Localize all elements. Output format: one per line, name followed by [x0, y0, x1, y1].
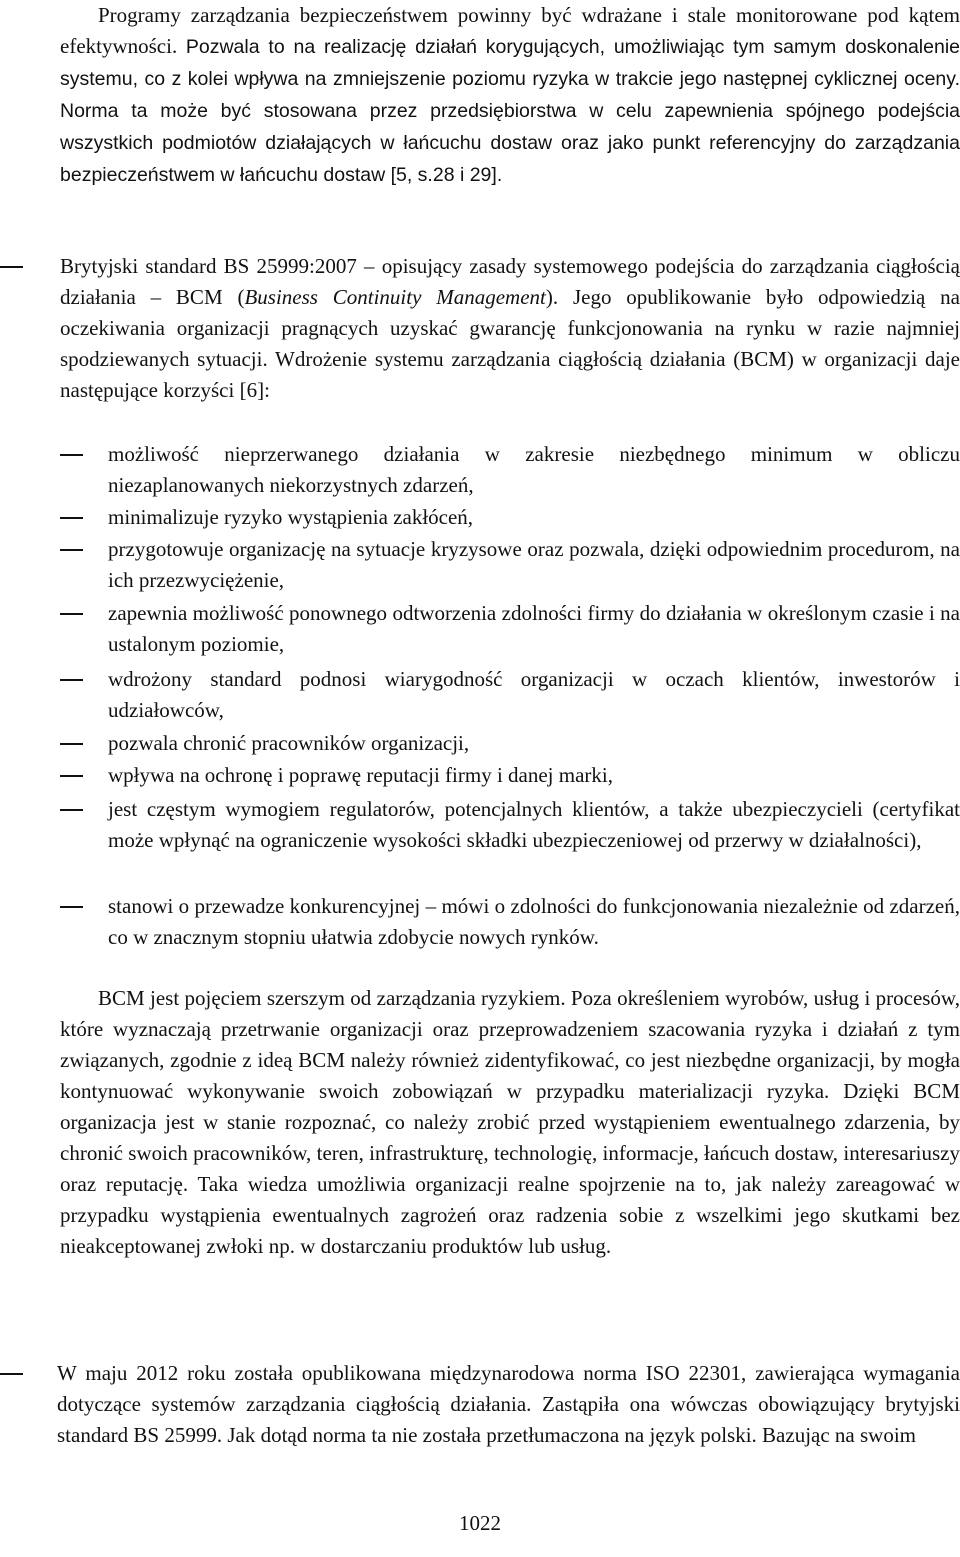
intro-paragraph — [60, 0, 960, 191]
intro-text-sans: Pozwala to na realizację działań korygujących, umożliwiając tym samym doskonalenie systemu, co z kolei wpływa na zmniejszenie poziomu ryzyka w trakcie jego następnej cyklicznej oceny. Norma ta może być stosowana przez przedsiębiorstwa w celu zapewnienia spójnego podejścia wszystkich podmiotów działających w łańcuchu dostaw oraz jako punkt referencyjny do zarządzania bezpieczeństwem w łańcuchu dostaw [5, s.28 i 29]. — [60, 36, 960, 186]
dash-bullet — [0, 1373, 23, 1375]
dash-bullet — [60, 454, 83, 456]
dash-bullet — [60, 743, 83, 745]
benefit-item: wpływa na ochronę i poprawę reputacji firmy i danej marki, — [108, 763, 613, 787]
benefit-item: możliwość nieprzerwanego działania w zakresie niezbędnego minimum w obliczu niezaplanowanych niekorzystnych zdarzeń, — [108, 442, 960, 497]
intro-text-serif: Programy zarządzania bezpieczeństwem powinny być wdrażane i stale monitorowane pod kątem efektywności. — [60, 3, 960, 58]
dash-bullet — [60, 775, 83, 777]
dash-bullet — [0, 266, 23, 268]
dash-bullet — [60, 613, 83, 615]
benefit-item: jest częstym wymogiem regulatorów, potencjalnych klientów, a także ubezpieczycieli (certyfikat może wpłynąć na ograniczenie wysokości składki ubezpieczeniowej od przerwy w działalności), — [108, 797, 960, 852]
benefit-item: stanowi o przewadze konkurencyjnej – mówi o zdolności do funkcjonowania niezależnie od zdarzeń, co w znacznym stopniu ułatwia zdobycie nowych rynków. — [108, 894, 960, 949]
bcm-paragraph: BCM jest pojęciem szerszym od zarządzania ryzykiem. Poza określeniem wyrobów, usług i procesów, które wyznaczają przetrwanie organizacji oraz przeprowadzeniem szacowania ryzyka i działań z tym związanych, zgodnie z ideą BCM należy również zidentyfikować, co jest niezbędne organizacji, by mogła kontynuować wykonywanie swoich zobowiązań w przypadku materializacji ryzyka. Dzięki BCM organizacja jest w stanie rozpoznać, co należy zrobić przed wystąpieniem ewentualnego zdarzenia, by chronić swoich pracowników, teren, infrastrukturę, technologię, informacje, łańcuch dostaw, interesariuszy oraz reputację. Taka wiedza umożliwia organizacji realne spojrzenie na to, jak należy zareagować w przypadku wystąpienia ewentualnych zagrożeń oraz radzenia sobie z wszelkimi jego skutkami bez nieakceptowanej zwłoki np. w dostarczaniu produktów lub usług. — [60, 986, 960, 1258]
iso22301-paragraph: W maju 2012 roku została opublikowana międzynarodowa norma ISO 22301, zawierająca wymagania dotyczące systemów zarządzania ciągłością działania. Zastąpiła ona wówczas obowiązujący brytyjski standard BS 25999. Jak dotąd norma ta nie została przetłumaczona na język polski. Bazując na swoim — [57, 1361, 960, 1447]
bs25999-rest: ). Jego opublikowanie było odpowiedzią na oczekiwania organizacji pragnących uzyskać gwarancję funkcjonowania na rynku w razie najmniej spodziewanych sytuacji. Wdrożenie systemu zarządzania ciągłością działania (BCM) w organizacji daje następujące korzyści [6]: — [60, 285, 960, 402]
dash-bullet — [60, 549, 83, 551]
dash-bullet — [60, 809, 83, 811]
bs25999-term: Business Continuity Management — [244, 285, 546, 309]
benefit-item: przygotowuje organizację na sytuacje kryzysowe oraz pozwala, dzięki odpowiednim procedurom, na ich przezwyciężenie, — [108, 537, 960, 592]
benefit-item: wdrożony standard podnosi wiarygodność organizacji w oczach klientów, inwestorów i udziałowców, — [108, 667, 960, 722]
benefit-item: zapewnia możliwość ponownego odtworzenia zdolności firmy do działania w określonym czasie i na ustalonym poziomie, — [108, 601, 960, 656]
dash-bullet — [60, 906, 83, 908]
benefit-item: minimalizuje ryzyko wystąpienia zakłóceń, — [108, 505, 474, 529]
bs25999-paragraph — [60, 251, 960, 406]
benefit-item: pozwala chronić pracowników organizacji, — [108, 731, 470, 755]
page-number: 1022 — [459, 1511, 501, 1535]
dash-bullet — [60, 679, 83, 681]
bs25999-lead: Brytyjski standard BS 25999:2007 – opisujący zasady systemowego podejścia do zarządzania ciągłością działania – BCM ( — [60, 254, 960, 309]
dash-bullet — [60, 517, 83, 519]
